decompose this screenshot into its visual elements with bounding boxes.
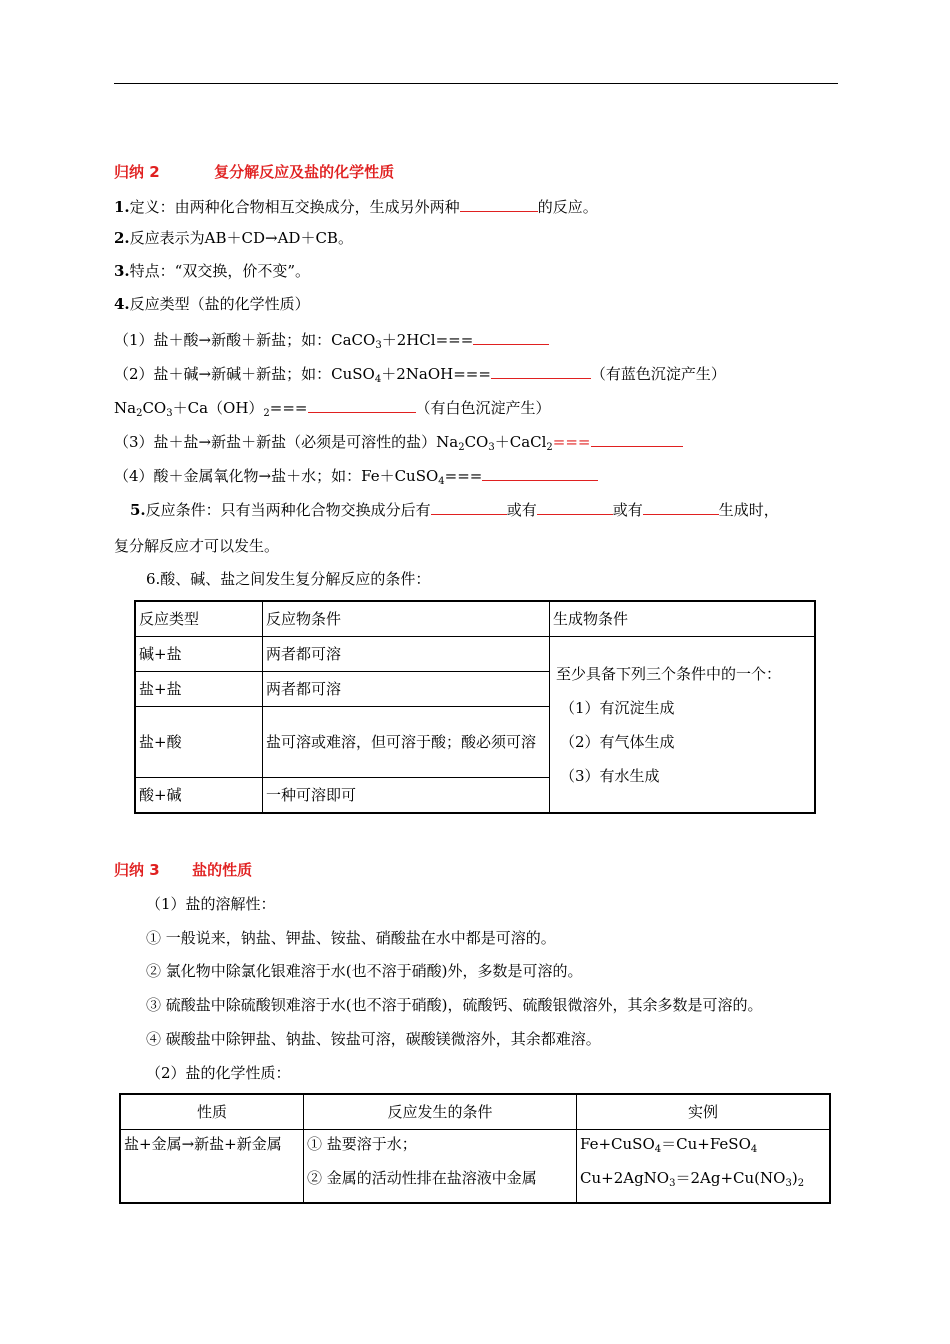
sub: 2 xyxy=(136,408,143,419)
reactant-cell: 两者都可溶 xyxy=(263,637,550,672)
blank-field[interactable] xyxy=(308,396,416,413)
condition-line-2 xyxy=(114,536,279,556)
condition-line xyxy=(130,498,779,520)
r2-note: （有蓝色沉淀产生） xyxy=(590,365,726,383)
solubility-heading: （1）盐的溶解性： xyxy=(146,895,276,913)
def-num: 1. xyxy=(114,198,130,216)
cond-num: 5. xyxy=(130,501,146,519)
sub: 2 xyxy=(546,442,553,453)
def-text: 定义：由两种化合物相互交换成分，生成另外两种 xyxy=(129,198,460,216)
solubility-point: ④ 碳酸盐中除钾盐、钠盐、铵盐可溶，碳酸镁微溶外，其余都难溶。 xyxy=(146,1030,601,1048)
ex-text: Cu+2AgNO xyxy=(580,1169,670,1187)
blank-field[interactable] xyxy=(473,328,549,345)
ex-text: ＝2Ag+Cu(NO xyxy=(675,1169,786,1187)
example-line xyxy=(580,1127,826,1161)
cond-text: 或有 xyxy=(612,501,643,519)
type-cell: 酸+碱 xyxy=(135,778,263,814)
blank-field[interactable] xyxy=(537,498,613,515)
property-cell: 盐+金属→新盐+新金属 xyxy=(120,1130,304,1204)
r3-text: CO xyxy=(464,433,489,451)
header-cell: 反应发生的条件 xyxy=(304,1094,577,1130)
section3-label: 归纳 3 xyxy=(114,861,160,879)
ex-text: ＝Cu+FeSO xyxy=(661,1135,751,1153)
condition-cell xyxy=(304,1130,577,1204)
reaction-2 xyxy=(114,362,726,384)
product-line: 至少具备下列三个条件中的一个： xyxy=(556,664,782,683)
reaction-2b xyxy=(114,396,551,418)
blank-field[interactable] xyxy=(643,498,719,515)
sub: 3 xyxy=(669,1178,676,1189)
r1-text-b: ＋2HCl=== xyxy=(381,331,474,349)
table-header-row xyxy=(135,601,815,637)
r2-text-b: ＋2NaOH=== xyxy=(381,365,491,383)
sub: 4 xyxy=(750,1144,758,1155)
table1-title xyxy=(146,569,430,589)
def-text-end: 的反应。 xyxy=(537,198,598,216)
product-line: （3）有水生成 xyxy=(560,766,660,785)
r2-text: （2）盐＋碱→新碱＋新盐；如：CuSO xyxy=(114,365,375,383)
r3-text: === xyxy=(552,433,591,451)
type-cell: 碱+盐 xyxy=(135,637,263,672)
feat-text: 特点：“双交换，价不变”。 xyxy=(129,262,311,280)
sub: 4 xyxy=(654,1144,662,1155)
sub: 3 xyxy=(375,340,382,351)
ex-text: ) xyxy=(791,1169,798,1187)
header-cell: 生成物条件 xyxy=(550,601,816,637)
sub: 3 xyxy=(166,408,173,419)
feat-num: 3. xyxy=(114,262,130,280)
product-cell xyxy=(550,637,816,814)
header-cell: 实例 xyxy=(577,1094,831,1130)
blank-field[interactable] xyxy=(591,430,683,447)
expr-text: 反应表示为AB＋CD→AD＋CB。 xyxy=(129,229,353,247)
r2b-text: Na xyxy=(114,399,137,417)
salt-properties-table xyxy=(119,1093,831,1204)
feature-line xyxy=(114,261,310,281)
solubility-point: ① 一般说来，钠盐、钾盐、铵盐、硝酸盐在水中都是可溶的。 xyxy=(146,929,556,947)
condition-line: ② 金属的活动性排在盐溶液中金属 xyxy=(307,1169,537,1187)
r2b-note: （有白色沉淀产生） xyxy=(415,399,551,417)
section3-title: 盐的性质 xyxy=(192,861,253,879)
solubility-point: ③ 硫酸盐中除硫酸钡难溶于水(也不溶于硝酸)，硫酸钙、硫酸银微溶外，其余多数是可溶的。 xyxy=(146,996,763,1014)
sub: 2 xyxy=(797,1178,805,1189)
section2-label: 归纳 2 xyxy=(114,163,160,181)
type-num: 4. xyxy=(114,295,130,313)
example-line xyxy=(580,1161,826,1195)
sub: 4 xyxy=(438,476,445,487)
header-cell: 反应物条件 xyxy=(263,601,550,637)
blank-field[interactable] xyxy=(491,362,591,379)
t6-title: 6.酸、碱、盐之间发生复分解反应的条件： xyxy=(146,570,431,588)
definition-line xyxy=(114,195,598,217)
cond-text: 或有 xyxy=(506,501,537,519)
sub: 3 xyxy=(488,442,495,453)
table-row xyxy=(135,637,815,672)
r3-text: （3）盐＋盐→新盐＋新盐（必须是可溶性的盐）Na xyxy=(114,433,459,451)
cond-text: 复分解反应才可以发生。 xyxy=(114,537,280,555)
ex-text: Fe+CuSO xyxy=(580,1135,655,1153)
reaction-3 xyxy=(114,430,683,452)
reactant-cell: 一种可溶即可 xyxy=(263,778,550,814)
r3-text: ＋CaCl xyxy=(494,433,547,451)
type-text: 反应类型（盐的化学性质） xyxy=(129,295,310,313)
product-line: （1）有沉淀生成 xyxy=(560,698,675,717)
blank-field[interactable] xyxy=(482,464,598,481)
reactant-cell: 盐可溶或难溶，但可溶于酸；酸必须可溶 xyxy=(263,707,550,778)
table-row xyxy=(120,1130,830,1204)
sub: 3 xyxy=(785,1178,792,1189)
reactant-cell: 两者都可溶 xyxy=(263,672,550,707)
expr-num: 2. xyxy=(114,229,130,247)
section2-heading xyxy=(114,162,394,182)
r2b-text: ＋Ca（OH） xyxy=(172,399,264,417)
blank-field[interactable] xyxy=(460,195,538,212)
condition-line: ① 盐要溶于水； xyxy=(307,1135,417,1153)
section2-title: 复分解反应及盐的化学性质 xyxy=(214,163,395,181)
expression-line xyxy=(114,228,353,248)
cond-text: 生成时， xyxy=(718,501,779,519)
r1-text: （1）盐＋酸→新酸＋新盐；如：CaCO xyxy=(114,331,376,349)
section3-heading xyxy=(114,860,252,880)
reaction-4 xyxy=(114,464,598,486)
product-line: （2）有气体生成 xyxy=(560,732,675,751)
header-cell: 反应类型 xyxy=(135,601,263,637)
sub: 4 xyxy=(374,374,382,385)
sub: 2 xyxy=(458,442,465,453)
r2b-text: === xyxy=(269,399,308,417)
example-cell xyxy=(577,1130,831,1204)
chemical-properties-heading: （2）盐的化学性质： xyxy=(146,1064,291,1082)
type-cell: 盐+盐 xyxy=(135,672,263,707)
type-line xyxy=(114,294,310,314)
blank-field[interactable] xyxy=(431,498,507,515)
r4-text: === xyxy=(444,467,483,485)
header-rule xyxy=(114,83,838,84)
type-cell: 盐+酸 xyxy=(135,707,263,778)
table-header-row xyxy=(120,1094,830,1130)
header-cell: 性质 xyxy=(120,1094,304,1130)
r4-text: （4）酸＋金属氧化物→盐＋水；如：Fe＋CuSO xyxy=(114,467,439,485)
sub: 2 xyxy=(263,408,270,419)
solubility-point: ② 氯化物中除氯化银难溶于水(也不溶于硝酸)外，多数是可溶的。 xyxy=(146,962,583,980)
reaction-1 xyxy=(114,328,549,350)
reaction-conditions-table xyxy=(134,600,816,814)
cond-text: 反应条件：只有当两种化合物交换成分后有 xyxy=(145,501,431,519)
r2b-text: CO xyxy=(142,399,167,417)
